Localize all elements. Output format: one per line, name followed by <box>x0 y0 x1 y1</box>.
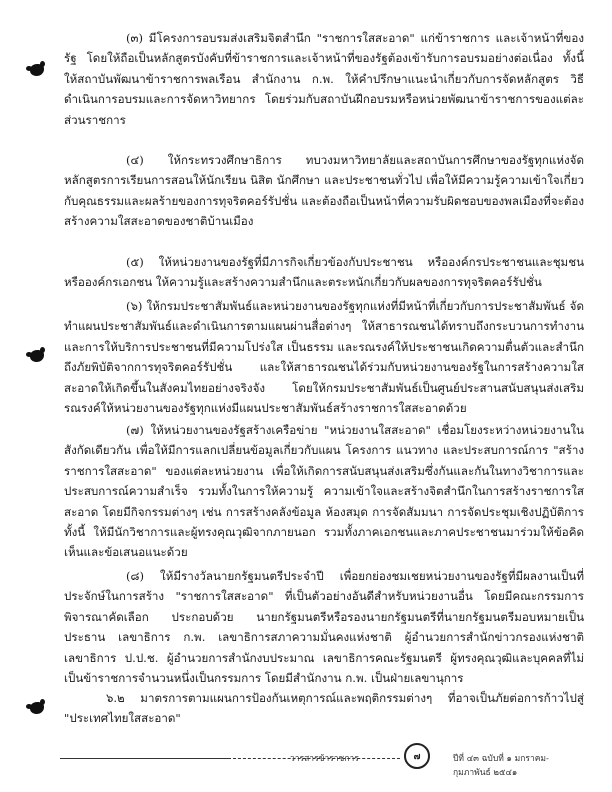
paragraph-6: (๖) ให้กรมประชาสัมพันธ์และหน่วยงานของรัฐทุกแห่งที่มีหน้าที่เกี่ยวกับการประชาสัมพันธ์ จัดทำแผนประชาสัมพันธ์และดำเนินการตามแผนผ่านสื่อต่างๆ ให้สาธารณชนได้ทราบถึงกระบวนการทำงานและการให้บริการประชาชนที่มีความโปร่งใส เป็นธรรม และรณรงค์ให้ประชาชนเกิดความตื่นตัวและสำนึกถึงภัยพิบัติจากการทุจริตคอร์รัปชั่น และให้สาธารณชนได้ร่วมกับหน่วยงานของรัฐในการสร้างความใสสะอาดให้เกิดขึ้นในสังคมไทยอย่างจริงจัง โดยให้กรมประชาสัมพันธ์เป็นศูนย์ประสานสนับสนุนส่งเสริมรณรงค์ให้หน่วยงานของรัฐทุกแห่งมีแผนประชาสัมพันธ์สร้างราชการใสสะอาดด้วย <box>64 299 584 416</box>
paragraph-7: (๗) ให้หน่วยงานของรัฐสร้างเครือข่าย "หน่วยงานใสสะอาด" เชื่อมโยงระหว่างหน่วยงานในสังกัดเดียวกัน เพื่อให้มีการแลกเปลี่ยนข้อมูลเกี่ยวกับแผน โครงการ แนวทาง และประสบการณ์การ "สร้างราชการใสสะอาด" ของแต่ละหน่วยงาน เพื่อให้เกิดการสนับสนุนส่งเสริมซึ่งกันและกันในทางวิชาการและประสบการณ์ความสำเร็จ รวมทั้งในการให้ความรู้ ความเข้าใจและสร้างจิตสำนึกในการสร้างราชการใสสะอาด โดยมีกิจกรรมต่างๆ เช่น การสร้างคลังข้อมูล ห้องสมุด การจัดสัมมนา การจัดประชุมเชิงปฏิบัติการ ทั้งนี้ ให้มีนักวิชาการและผู้ทรงคุณวุฒิจากภายนอก รวมทั้งภาคเอกชนและภาคประชาชนมาร่วมให้ข้อคิดเห็นและข้อเสนอแนะด้วย <box>64 423 584 560</box>
paragraph-5: (๕) ให้หน่วยงานของรัฐที่มีภารกิจเกี่ยวข้องกับประชาชน หรือองค์กรประชาชนและชุมชน หรือองค์กรเอกชน ให้ความรู้และสร้างความสำนึกและตระหนักเกี่ยวกับผลของการทุจริตคอร์รัปชั่น <box>64 255 584 290</box>
page-number-emblem <box>404 743 430 769</box>
section-6-2: ๖.๒ มาตรการตามแผนการป้องกันเหตุการณ์และพฤติกรรมต่างๆ ที่อาจเป็นภัยต่อการก้าวไปสู่ "ประเทศไทยใสสะอาด" <box>64 691 584 726</box>
paragraph-4: (๔) ให้กระทรวงศึกษาธิการ ทบวงมหาวิทยาลัยและสถาบันการศึกษาของรัฐทุกแห่งจัดหลักสูตรการเรียนการสอนให้นักเรียน นิสิต นักศึกษา และประชาชนทั่วไป เพื่อให้มีความรู้ความเข้าใจเกี่ยวกับคุณธรรมและผลร้ายของการทุจริตคอร์รัปชั่น และต้องถือเป็นหน้าที่ความรับผิดชอบของพลเมืองที่จะต้องสร้างความใสสะอาดของชาติบ้านเมือง <box>64 153 584 229</box>
page-number: ๗ <box>413 752 421 762</box>
ink-blot-mark <box>30 702 44 714</box>
ink-blot-mark <box>30 350 44 362</box>
paragraph-8: (๘) ให้มีรางวัลนายกรัฐมนตรีประจำปี เพื่อยกย่องชมเชยหน่วยงานของรัฐที่มีผลงานเป็นที่ประจักษ์ในการสร้าง "ราชการใสสะอาด" ที่เป็นตัวอย่างอันดีสำหรับหน่วยงานอื่น โดยมีคณะกรรมการพิจารณาคัดเลือก ประกอบด้วย นายกรัฐมนตรีหรือรองนายกรัฐมนตรีที่นายกรัฐมนตรีมอบหมายเป็นประธาน เลขาธิการ ก.พ. เลขาธิการสภาความมั่นคงแห่งชาติ ผู้อำนวยการสำนักข่าวกรองแห่งชาติ เลขาธิการ ป.ป.ช. ผู้อำนวยการสำนักงบประมาณ เลขาธิการคณะรัฐมนตรี ผู้ทรงคุณวุฒิและบุคคลที่ไม่เป็นข้าราชการจำนวนหนึ่งเป็นกรรมการ โดยมีสำนักงาน ก.พ. เป็นฝ่ายเลขานุการ <box>64 569 584 686</box>
paragraph-3: (๓) มีโครงการอบรมส่งเสริมจิตสำนึก "ราชการใสสะอาด" แก่ข้าราชการ และเจ้าหน้าที่ของรัฐ โดยให้ถือเป็นหลักสูตรบังคับที่ข้าราชการและเจ้าหน้าที่ของรัฐต้องเข้ารับการอบรมอย่างต่อเนื่อง ทั้งนี้ให้สถาบันพัฒนาข้าราชการพลเรือน สำนักงาน ก.พ. ให้คำปรึกษาแนะนำเกี่ยวกับการจัดหลักสูตร วิธีดำเนินการอบรมและการจัดหาวิทยากร โดยร่วมกับสถาบันฝึกอบรมหรือหน่วยพัฒนาข้าราชการของแต่ละส่วนราชการ <box>64 31 584 127</box>
footer-journal-name: วารสารข้าราชการ <box>290 754 359 764</box>
ink-blot-mark <box>30 64 44 76</box>
footer-issue-info: ปีที่ ๔๓ ฉบับที่ ๑ มกราคม-กุมภาพันธ์ ๒๕๔๑ <box>453 754 549 778</box>
footer-rule-left <box>60 758 228 759</box>
page-footer <box>60 742 582 778</box>
